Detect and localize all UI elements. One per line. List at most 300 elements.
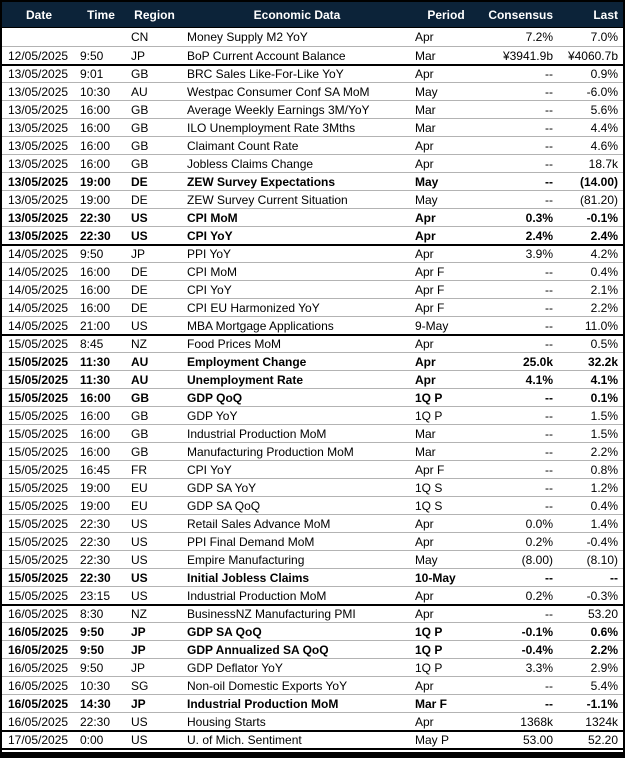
cell-economic-data: Manufacturing Production MoM bbox=[187, 444, 354, 459]
table-row bbox=[2, 244, 623, 262]
table-row bbox=[2, 118, 623, 136]
cell-date: 15/05/2025 bbox=[8, 552, 69, 567]
cell-region: DE bbox=[131, 174, 148, 189]
cell-last: 7.0% bbox=[590, 30, 618, 44]
cell-consensus: -- bbox=[545, 444, 553, 459]
cell-consensus: -0.1% bbox=[521, 624, 553, 639]
cell-last: 0.1% bbox=[590, 390, 618, 405]
table-row bbox=[2, 370, 623, 388]
cell-last: -0.4% bbox=[586, 534, 618, 549]
cell-period: 1Q P bbox=[415, 642, 443, 657]
cell-period: Mar bbox=[415, 426, 436, 441]
cell-time: 9:01 bbox=[80, 67, 104, 81]
cell-consensus: -- bbox=[545, 174, 553, 189]
cell-consensus: 0.2% bbox=[525, 588, 553, 603]
cell-time: 22:30 bbox=[80, 570, 111, 585]
cell-last: 4.2% bbox=[590, 247, 618, 261]
cell-period: Apr F bbox=[415, 264, 445, 279]
cell-economic-data: Unemployment Rate bbox=[187, 372, 304, 387]
cell-time: 22:30 bbox=[80, 228, 111, 243]
table-row bbox=[2, 694, 623, 712]
cell-time: 22:30 bbox=[80, 516, 111, 531]
cell-time: 19:00 bbox=[80, 480, 111, 495]
cell-economic-data: Claimant Count Rate bbox=[187, 138, 299, 153]
cell-period: Apr bbox=[415, 714, 434, 729]
cell-consensus: (8.00) bbox=[521, 552, 553, 567]
cell-period: May bbox=[415, 174, 439, 189]
cell-time: 23:15 bbox=[80, 588, 111, 603]
cell-period: May bbox=[415, 84, 438, 99]
cell-economic-data: Westpac Consumer Conf SA MoM bbox=[187, 84, 370, 99]
cell-consensus: 0.0% bbox=[525, 516, 553, 531]
cell-period: 1Q P bbox=[415, 390, 443, 405]
cell-economic-data: CPI YoY bbox=[187, 462, 232, 477]
cell-date: 13/05/2025 bbox=[8, 67, 69, 81]
cell-economic-data: GDP Annualized SA QoQ bbox=[187, 642, 329, 657]
cell-period: 1Q P bbox=[415, 624, 443, 639]
cell-time: 19:00 bbox=[80, 192, 111, 207]
cell-date: 15/05/2025 bbox=[8, 408, 69, 423]
table-row bbox=[2, 406, 623, 424]
cell-consensus: -- bbox=[545, 300, 553, 315]
cell-region: JP bbox=[131, 624, 146, 639]
cell-region: NZ bbox=[131, 337, 147, 351]
cell-consensus: -- bbox=[545, 282, 553, 297]
cell-economic-data: Employment Change bbox=[187, 354, 307, 369]
cell-economic-data: Jobless Claims Change bbox=[187, 156, 314, 171]
cell-last: 2.2% bbox=[590, 300, 618, 315]
cell-period: Apr bbox=[415, 67, 434, 81]
cell-period: Mar bbox=[415, 120, 436, 135]
cell-last: 2.1% bbox=[590, 282, 618, 297]
cell-consensus: 25.0k bbox=[522, 354, 553, 369]
cell-period: 1Q P bbox=[415, 408, 443, 423]
cell-consensus: -- bbox=[545, 156, 553, 171]
cell-time: 22:30 bbox=[80, 534, 111, 549]
cell-time: 16:00 bbox=[80, 408, 111, 423]
column-header-period: Period bbox=[427, 7, 465, 22]
cell-region: GB bbox=[131, 408, 149, 423]
cell-last: 0.9% bbox=[590, 67, 618, 81]
cell-consensus: -- bbox=[545, 498, 553, 513]
cell-time: 9:50 bbox=[80, 624, 105, 639]
cell-consensus: -- bbox=[545, 192, 553, 207]
cell-date: 15/05/2025 bbox=[8, 337, 69, 351]
cell-time: 14:30 bbox=[80, 696, 111, 711]
table-row bbox=[2, 604, 623, 622]
cell-period: May P bbox=[415, 733, 450, 747]
table-row bbox=[2, 640, 623, 658]
cell-period: 9-May bbox=[415, 318, 449, 333]
cell-region: DE bbox=[131, 300, 148, 315]
cell-region: DE bbox=[131, 192, 148, 207]
cell-time: 8:30 bbox=[80, 607, 104, 621]
cell-period: Mar bbox=[415, 48, 436, 63]
cell-last: 53.20 bbox=[587, 607, 618, 621]
column-header-time: Time bbox=[87, 7, 115, 22]
cell-region: US bbox=[131, 210, 148, 225]
cell-period: Apr bbox=[415, 30, 434, 44]
cell-economic-data: Non-oil Domestic Exports YoY bbox=[187, 678, 348, 693]
table-row bbox=[2, 280, 623, 298]
column-header-last: Last bbox=[593, 7, 618, 22]
cell-time: 16:00 bbox=[80, 264, 111, 279]
cell-economic-data: PPI Final Demand MoM bbox=[187, 534, 315, 549]
cell-region: GB bbox=[131, 120, 149, 135]
table-row bbox=[2, 298, 623, 316]
cell-region: AU bbox=[131, 372, 149, 387]
cell-last: ¥4060.7b bbox=[567, 48, 618, 63]
cell-last: -- bbox=[610, 570, 618, 585]
cell-time: 8:45 bbox=[80, 337, 104, 351]
cell-period: May bbox=[415, 552, 438, 567]
cell-date: 14/05/2025 bbox=[8, 300, 69, 315]
cell-date: 15/05/2025 bbox=[8, 516, 69, 531]
cell-economic-data: Food Prices MoM bbox=[187, 337, 282, 351]
cell-region: US bbox=[131, 228, 148, 243]
cell-consensus: 0.2% bbox=[525, 534, 553, 549]
cell-consensus: -- bbox=[545, 696, 553, 711]
table-row bbox=[2, 676, 623, 694]
table-row bbox=[2, 172, 623, 190]
cell-time: 21:00 bbox=[80, 318, 111, 333]
cell-period: 1Q S bbox=[415, 498, 443, 513]
table-row bbox=[2, 442, 623, 460]
cell-last: 1.4% bbox=[590, 516, 618, 531]
cell-date: 13/05/2025 bbox=[8, 102, 69, 117]
cell-time: 16:00 bbox=[80, 300, 111, 315]
cell-region: US bbox=[131, 552, 148, 567]
cell-consensus: -- bbox=[545, 84, 553, 99]
table-row bbox=[2, 262, 623, 280]
cell-time: 16:45 bbox=[80, 462, 111, 477]
cell-region: US bbox=[131, 733, 148, 747]
table-row bbox=[2, 550, 623, 568]
cell-consensus: -- bbox=[545, 408, 553, 423]
cell-date: 15/05/2025 bbox=[8, 570, 69, 585]
table-row bbox=[2, 424, 623, 442]
cell-period: 10-May bbox=[415, 570, 456, 585]
cell-region: NZ bbox=[131, 607, 147, 621]
cell-economic-data: Empire Manufacturing bbox=[187, 552, 305, 567]
cell-date: 15/05/2025 bbox=[8, 498, 69, 513]
table-row bbox=[2, 568, 623, 586]
cell-region: US bbox=[131, 516, 148, 531]
table-row bbox=[2, 496, 623, 514]
cell-period: Apr F bbox=[415, 462, 445, 477]
cell-time: 22:30 bbox=[80, 210, 111, 225]
cell-time: 19:00 bbox=[80, 174, 111, 189]
cell-economic-data: GDP YoY bbox=[187, 408, 238, 423]
table-body bbox=[2, 28, 623, 748]
table-row bbox=[2, 64, 623, 82]
table-row bbox=[2, 82, 623, 100]
cell-period: Apr bbox=[415, 516, 434, 531]
cell-economic-data: U. of Mich. Sentiment bbox=[187, 733, 302, 747]
cell-period: Mar bbox=[415, 444, 436, 459]
cell-last: (8.10) bbox=[586, 552, 618, 567]
cell-consensus: -- bbox=[545, 426, 553, 441]
cell-economic-data: GDP Deflator YoY bbox=[187, 660, 283, 675]
cell-consensus: -0.4% bbox=[521, 642, 553, 657]
cell-region: EU bbox=[131, 480, 148, 495]
cell-consensus: -- bbox=[545, 390, 553, 405]
cell-time: 16:00 bbox=[80, 138, 111, 153]
cell-date: 14/05/2025 bbox=[8, 282, 69, 297]
table-row bbox=[2, 208, 623, 226]
cell-date: 15/05/2025 bbox=[8, 426, 69, 441]
cell-region: GB bbox=[131, 426, 149, 441]
cell-time: 16:00 bbox=[80, 426, 111, 441]
column-header-economic-data: Economic Data bbox=[253, 7, 341, 22]
cell-economic-data: Money Supply M2 YoY bbox=[187, 30, 308, 44]
cell-date: 13/05/2025 bbox=[8, 174, 69, 189]
cell-date: 13/05/2025 bbox=[8, 192, 69, 207]
cell-last: 2.4% bbox=[590, 228, 618, 243]
column-header-region: Region bbox=[134, 7, 175, 22]
table-row bbox=[2, 136, 623, 154]
cell-period: Apr bbox=[415, 210, 436, 225]
cell-date: 13/05/2025 bbox=[8, 210, 69, 225]
cell-period: Apr bbox=[415, 247, 434, 261]
cell-period: May bbox=[415, 192, 438, 207]
cell-economic-data: CPI MoM bbox=[187, 210, 238, 225]
cell-consensus: 2.4% bbox=[525, 228, 553, 243]
cell-last: 2.9% bbox=[590, 660, 618, 675]
cell-consensus: -- bbox=[545, 102, 553, 117]
cell-region: GB bbox=[131, 138, 149, 153]
cell-period: Apr bbox=[415, 354, 436, 369]
table-row bbox=[2, 226, 623, 244]
cell-region: US bbox=[131, 588, 148, 603]
table-row bbox=[2, 190, 623, 208]
cell-region: GB bbox=[131, 444, 149, 459]
cell-last: 18.7k bbox=[588, 156, 618, 171]
cell-date: 13/05/2025 bbox=[8, 84, 69, 99]
cell-region: JP bbox=[131, 642, 146, 657]
table-row bbox=[2, 316, 623, 334]
cell-region: GB bbox=[131, 102, 149, 117]
cell-period: Apr bbox=[415, 588, 434, 603]
table-row bbox=[2, 532, 623, 550]
cell-last: -1.1% bbox=[586, 696, 618, 711]
cell-date: 13/05/2025 bbox=[8, 156, 69, 171]
cell-date: 13/05/2025 bbox=[8, 120, 69, 135]
cell-economic-data: ZEW Survey Current Situation bbox=[187, 192, 348, 207]
cell-date: 16/05/2025 bbox=[8, 624, 69, 639]
table-row bbox=[2, 478, 623, 496]
cell-consensus: 7.2% bbox=[525, 30, 553, 44]
cell-period: Apr bbox=[415, 156, 434, 171]
economic-calendar-table bbox=[2, 2, 623, 755]
cell-date: 15/05/2025 bbox=[8, 462, 69, 477]
cell-consensus: 3.9% bbox=[525, 247, 553, 261]
cell-date: 15/05/2025 bbox=[8, 588, 69, 603]
cell-region: GB bbox=[131, 156, 149, 171]
column-header-date: Date bbox=[25, 7, 52, 22]
cell-period: Mar F bbox=[415, 696, 448, 711]
cell-date: 16/05/2025 bbox=[8, 660, 69, 675]
cell-consensus: -- bbox=[545, 462, 553, 477]
cell-last: 0.4% bbox=[590, 498, 618, 513]
column-header-consensus: Consensus bbox=[488, 7, 553, 22]
cell-last: (14.00) bbox=[579, 174, 618, 189]
cell-last: 0.5% bbox=[590, 337, 618, 351]
cell-region: JP bbox=[131, 696, 146, 711]
cell-period: Apr bbox=[415, 678, 434, 693]
cell-region: FR bbox=[131, 462, 147, 477]
cell-region: US bbox=[131, 714, 148, 729]
cell-date: 14/05/2025 bbox=[8, 264, 69, 279]
cell-economic-data: CPI MoM bbox=[187, 264, 238, 279]
cell-time: 16:00 bbox=[80, 120, 111, 135]
cell-consensus: -- bbox=[545, 120, 553, 135]
cell-date: 16/05/2025 bbox=[8, 678, 69, 693]
cell-last: 0.4% bbox=[590, 264, 618, 279]
cell-economic-data: Industrial Production MoM bbox=[187, 426, 327, 441]
cell-time: 9:50 bbox=[80, 660, 104, 675]
cell-time: 16:00 bbox=[80, 444, 111, 459]
cell-consensus: 53.00 bbox=[522, 733, 553, 747]
cell-region: SG bbox=[131, 678, 149, 693]
cell-region: EU bbox=[131, 498, 148, 513]
cell-time: 16:00 bbox=[80, 282, 111, 297]
cell-last: -6.0% bbox=[586, 84, 618, 99]
cell-economic-data: GDP QoQ bbox=[187, 390, 243, 405]
cell-economic-data: GDP SA QoQ bbox=[187, 498, 261, 513]
cell-time: 9:50 bbox=[80, 247, 104, 261]
cell-time: 22:30 bbox=[80, 552, 111, 567]
cell-last: 1.5% bbox=[590, 426, 618, 441]
cell-economic-data: ZEW Survey Expectations bbox=[187, 174, 336, 189]
cell-consensus: -- bbox=[545, 67, 553, 81]
cell-date: 13/05/2025 bbox=[8, 228, 69, 243]
cell-consensus: 0.3% bbox=[525, 210, 553, 225]
cell-region: AU bbox=[131, 84, 148, 99]
cell-region: US bbox=[131, 318, 148, 333]
table-row bbox=[2, 334, 623, 352]
cell-last: 5.4% bbox=[590, 678, 618, 693]
table-bottom-strip bbox=[2, 748, 623, 755]
table-row bbox=[2, 28, 623, 46]
cell-period: Apr F bbox=[415, 300, 445, 315]
cell-period: Mar bbox=[415, 102, 436, 117]
table-row bbox=[2, 730, 623, 748]
cell-region: JP bbox=[131, 247, 146, 261]
cell-last: 4.4% bbox=[590, 120, 618, 135]
table-row bbox=[2, 46, 623, 64]
cell-region: DE bbox=[131, 264, 148, 279]
cell-consensus: ¥3941.9b bbox=[502, 48, 553, 63]
cell-period: Apr bbox=[415, 138, 434, 153]
cell-economic-data: BoP Current Account Balance bbox=[187, 48, 346, 63]
cell-period: Apr bbox=[415, 534, 434, 549]
cell-date: 16/05/2025 bbox=[8, 714, 69, 729]
cell-date: 16/05/2025 bbox=[8, 696, 69, 711]
cell-region: JP bbox=[131, 48, 146, 63]
cell-date: 15/05/2025 bbox=[8, 390, 69, 405]
cell-last: 1.5% bbox=[590, 408, 618, 423]
cell-date: 14/05/2025 bbox=[8, 247, 69, 261]
table-row bbox=[2, 388, 623, 406]
cell-last: 4.6% bbox=[590, 138, 618, 153]
cell-economic-data: CPI EU Harmonized YoY bbox=[187, 300, 320, 315]
cell-last: -0.1% bbox=[586, 210, 618, 225]
cell-time: 22:30 bbox=[80, 714, 111, 729]
cell-time: 11:30 bbox=[80, 354, 111, 369]
table-row bbox=[2, 100, 623, 118]
cell-time: 0:00 bbox=[80, 733, 104, 747]
cell-consensus: -- bbox=[545, 607, 553, 621]
cell-last: 2.2% bbox=[590, 444, 618, 459]
cell-date: 15/05/2025 bbox=[8, 354, 69, 369]
table-header-row bbox=[2, 2, 623, 28]
table-row bbox=[2, 658, 623, 676]
cell-time: 16:00 bbox=[80, 156, 111, 171]
cell-period: 1Q P bbox=[415, 660, 443, 675]
cell-economic-data: BRC Sales Like-For-Like YoY bbox=[187, 67, 344, 81]
cell-time: 16:00 bbox=[80, 390, 111, 405]
cell-last: 4.1% bbox=[590, 372, 618, 387]
cell-region: US bbox=[131, 534, 148, 549]
cell-region: DE bbox=[131, 282, 148, 297]
cell-consensus: -- bbox=[545, 678, 553, 693]
cell-consensus: 4.1% bbox=[525, 372, 553, 387]
cell-economic-data: PPI YoY bbox=[187, 247, 232, 261]
cell-consensus: -- bbox=[545, 337, 553, 351]
cell-economic-data: Industrial Production MoM bbox=[187, 588, 327, 603]
cell-time: 10:30 bbox=[80, 678, 111, 693]
cell-consensus: 1368k bbox=[520, 714, 553, 729]
cell-time: 16:00 bbox=[80, 102, 111, 117]
table-row bbox=[2, 712, 623, 730]
cell-consensus: 3.3% bbox=[525, 660, 553, 675]
cell-consensus: -- bbox=[545, 138, 553, 153]
cell-region: GB bbox=[131, 390, 149, 405]
cell-time: 9:50 bbox=[80, 48, 104, 63]
cell-date: 13/05/2025 bbox=[8, 138, 69, 153]
cell-region: AU bbox=[131, 354, 149, 369]
cell-consensus: -- bbox=[545, 264, 553, 279]
cell-period: Apr bbox=[415, 607, 434, 621]
cell-last: (81.20) bbox=[579, 192, 618, 207]
cell-last: 5.6% bbox=[590, 102, 618, 117]
cell-time: 19:00 bbox=[80, 498, 111, 513]
table-row bbox=[2, 460, 623, 478]
cell-date: 14/05/2025 bbox=[8, 318, 69, 333]
cell-consensus: -- bbox=[545, 318, 553, 333]
cell-economic-data: Retail Sales Advance MoM bbox=[187, 516, 331, 531]
cell-last: 0.6% bbox=[590, 624, 618, 639]
table-row bbox=[2, 352, 623, 370]
cell-consensus: -- bbox=[545, 570, 553, 585]
cell-date: 17/05/2025 bbox=[8, 733, 69, 747]
cell-economic-data: ILO Unemployment Rate 3Mths bbox=[187, 120, 356, 135]
cell-last: -0.3% bbox=[586, 588, 618, 603]
cell-period: Apr bbox=[415, 372, 436, 387]
cell-economic-data: BusinessNZ Manufacturing PMI bbox=[187, 607, 356, 621]
cell-economic-data: Initial Jobless Claims bbox=[187, 570, 310, 585]
cell-economic-data: Average Weekly Earnings 3M/YoY bbox=[187, 102, 370, 117]
cell-last: 2.2% bbox=[590, 642, 618, 657]
cell-economic-data: GDP SA QoQ bbox=[187, 624, 262, 639]
table-row bbox=[2, 622, 623, 640]
cell-region: GB bbox=[131, 67, 149, 81]
cell-period: Apr bbox=[415, 228, 436, 243]
cell-period: Apr bbox=[415, 337, 434, 351]
cell-date: 12/05/2025 bbox=[8, 48, 69, 63]
cell-economic-data: CPI YoY bbox=[187, 282, 232, 297]
